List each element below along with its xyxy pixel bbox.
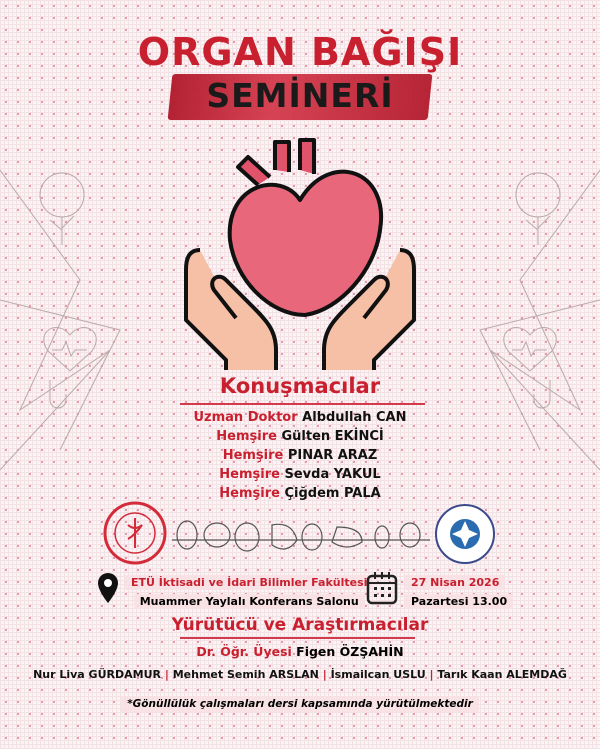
researchers-heading: Yürütücü ve Araştırmacılar bbox=[171, 615, 429, 635]
lead-name: Figen ÖZŞAHİN bbox=[296, 644, 404, 659]
date-line2: Pazartesi 13.00 bbox=[405, 594, 513, 609]
separator: | bbox=[164, 668, 169, 681]
speaker-title: Hemşire bbox=[222, 448, 284, 463]
speaker-item bbox=[0, 410, 600, 429]
separator: | bbox=[429, 668, 434, 681]
location-line1: ETÜ İktisadi ve İdari Bilimler Fakültesi bbox=[125, 575, 373, 590]
speaker-title: Hemşire bbox=[216, 429, 277, 444]
speaker-name: Çiğdem PALA bbox=[284, 486, 381, 501]
separator: | bbox=[322, 668, 327, 681]
speaker-title: Hemşire bbox=[219, 467, 280, 482]
location-pin-icon bbox=[97, 572, 119, 604]
member-name: Nur Liva GÜRDAMUR bbox=[33, 668, 161, 681]
ministry-logo-icon bbox=[100, 500, 170, 566]
speaker-item bbox=[0, 467, 600, 486]
speaker-item bbox=[0, 448, 600, 467]
organs-illustration-icon bbox=[172, 515, 430, 557]
location-line2: Muammer Yaylalı Konferans Salonu bbox=[134, 594, 365, 609]
speaker-name: Gülten EKİNCİ bbox=[281, 429, 384, 444]
member-name: Tarık Kaan ALEMDAĞ bbox=[437, 668, 567, 681]
speakers-list bbox=[0, 410, 600, 505]
speaker-title: Uzman Doktor bbox=[193, 410, 298, 425]
heart-in-hands-icon bbox=[180, 130, 420, 370]
member-name: İsmailcan USLU bbox=[330, 668, 426, 681]
speaker-name: Albdullah CAN bbox=[302, 410, 407, 425]
footnote: *Gönüllülük çalışmaları dersi kapsamında yürütülmektedir bbox=[121, 696, 479, 712]
date bbox=[405, 572, 513, 610]
lead-title: Dr. Öğr. Üyesi bbox=[196, 644, 292, 659]
location bbox=[125, 572, 373, 610]
speaker-title: Hemşire bbox=[219, 486, 280, 501]
calendar-icon bbox=[366, 571, 398, 605]
speakers-heading: Konuşmacılar bbox=[219, 374, 381, 398]
members-list bbox=[0, 668, 600, 681]
title-line2: SEMİNERİ bbox=[206, 76, 394, 115]
speaker-item bbox=[0, 429, 600, 448]
divider bbox=[180, 637, 415, 639]
title-line1: ORGAN BAĞIŞI bbox=[137, 30, 463, 74]
university-logo-icon bbox=[432, 503, 498, 565]
divider bbox=[180, 403, 425, 405]
member-name: Mehmet Semih ARSLAN bbox=[172, 668, 319, 681]
speaker-name: PINAR ARAZ bbox=[287, 448, 378, 463]
lead-researcher bbox=[0, 644, 600, 659]
speaker-item bbox=[0, 486, 600, 505]
speaker-name: Sevda YAKUL bbox=[284, 467, 381, 482]
date-line1: 27 Nisan 2026 bbox=[405, 575, 505, 590]
